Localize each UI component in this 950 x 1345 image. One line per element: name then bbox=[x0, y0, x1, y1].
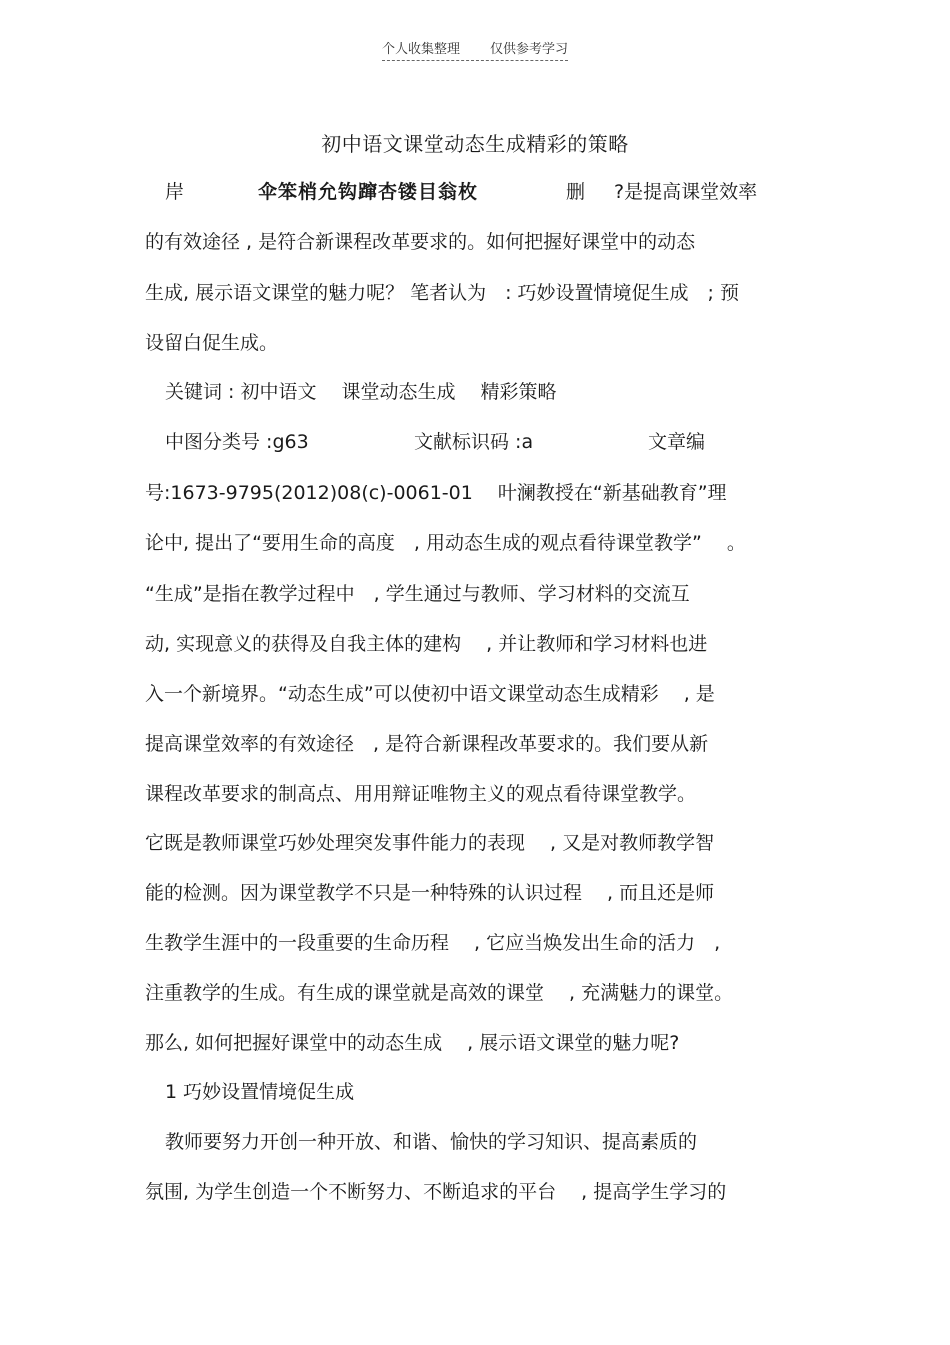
line-segment: 文献标识码 :a bbox=[414, 431, 534, 453]
body-line: 动, 实现意义的获得及自我主体的建构 , 并让教师和学习材料也进 bbox=[145, 633, 708, 655]
line-segment: 文章编 bbox=[648, 431, 706, 453]
body-line: “生成”是指在教学过程中 , 学生通过与教师、学习材料的交流互 bbox=[145, 583, 690, 605]
body-line: 设留白促生成。 bbox=[145, 332, 279, 354]
header-right-text: 仅供参考学习 bbox=[489, 42, 568, 57]
header-left-text: 个人收集整理 bbox=[382, 42, 461, 57]
article-title: 初中语文课堂动态生成精彩的策略 bbox=[321, 132, 629, 156]
section-heading: 1 巧妙设置情境促生成 bbox=[165, 1081, 355, 1103]
body-line: 能的检测。因为课堂教学不只是一种特殊的认识过程 , 而且还是师 bbox=[145, 882, 715, 904]
line-segment: 中图分类号 :g63 bbox=[165, 431, 309, 453]
body-line: 提高课堂效率的有效途径 , 是符合新课程改革要求的。我们要从新 bbox=[145, 733, 709, 755]
keywords-line: 关键词 : 初中语文 课堂动态生成 精彩策略 bbox=[165, 381, 557, 403]
body-line: 那么, 如何把握好课堂中的动态生成 , 展示语文课堂的魅力呢? bbox=[145, 1032, 680, 1054]
body-line: 生教学生涯中的一段重要的生命历程 , 它应当焕发出生命的活力 , bbox=[145, 932, 721, 954]
body-line: 它既是教师课堂巧妙处理突发事件能力的表现 , 又是对教师教学智 bbox=[145, 832, 715, 854]
body-line: 的有效途径 , 是符合新课程改革要求的。如何把握好课堂中的动态 bbox=[145, 231, 696, 253]
line-segment: 岸 bbox=[165, 181, 185, 203]
page-header bbox=[382, 38, 568, 61]
body-line: 注重教学的生成。有生成的课堂就是高效的课堂 , 充满魅力的课堂。 bbox=[145, 982, 734, 1004]
line-segment: ?是提高课堂效率 bbox=[614, 181, 758, 203]
body-line: 号:1673-9795(2012)08(c)-0061-01 叶澜教授在“新基础教育”理 bbox=[145, 482, 727, 504]
line-segment: 伞笨梢允钩蹿杏镂目翁枚 bbox=[258, 181, 479, 203]
body-line: 氛围, 为学生创造一个不断努力、不断追求的平台 , 提高学生学习的 bbox=[145, 1181, 727, 1203]
body-line: 教师要努力开创一种开放、和谐、愉快的学习知识、提高素质的 bbox=[165, 1131, 698, 1153]
body-line: 生成, 展示语文课堂的魅力呢？ 笔者认为 : 巧妙设置情境促生成 ; 预 bbox=[145, 282, 740, 304]
line-segment: 删 bbox=[566, 181, 586, 203]
body-line: 入一个新境界。“动态生成”可以使初中语文课堂动态生成精彩 , 是 bbox=[145, 683, 715, 705]
body-line: 课程改革要求的制高点、用用辩证唯物主义的观点看待课堂教学。 bbox=[145, 783, 697, 805]
body-line: 论中, 提出了“要用生命的高度 , 用动态生成的观点看待课堂教学” 。 bbox=[145, 532, 746, 554]
